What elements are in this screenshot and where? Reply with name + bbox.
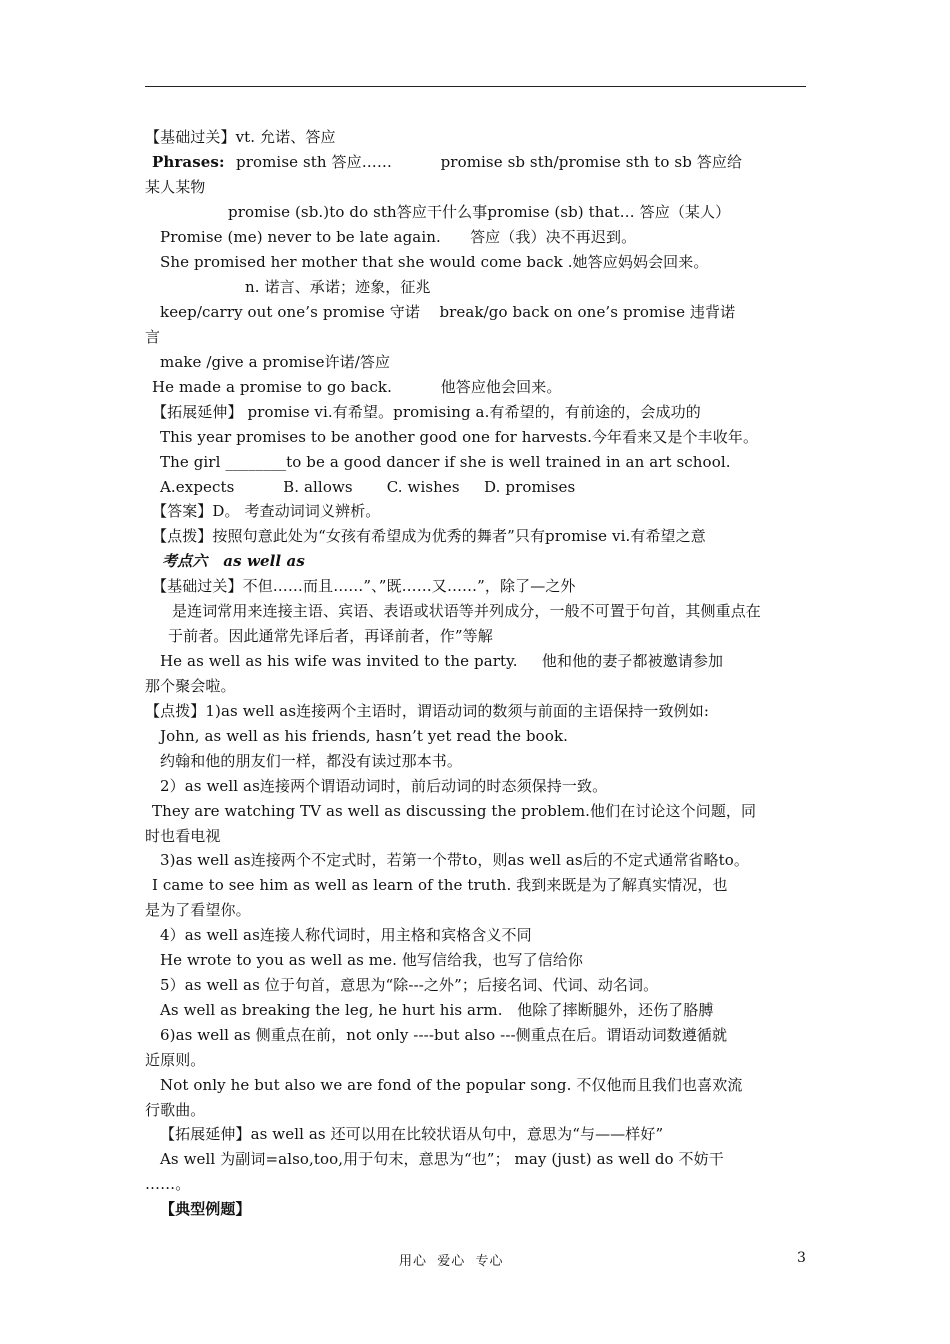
text-line: 于前者。因此通常先译后者，再译前者，作”等解 — [168, 627, 493, 645]
text-line: 6)as well as 侧重点在前，not only ----but also ---侧重点在后。谓语动词数遵循就 — [160, 1026, 728, 1044]
text-line: Promise (me) never to be late again. 答应（我）决不再迟到。 — [160, 228, 637, 246]
text-line: 4）as well as连接人称代词时，用主格和宾格含义不同 — [160, 926, 532, 944]
phrases-label: Phrases: — [152, 153, 225, 171]
text-line: make /give a promise许诺/答应 — [160, 353, 391, 371]
text-line: n. 诺言、承诺；迹象，征兆 — [245, 278, 431, 296]
text-line: 【拓展延伸】as well as 还可以用在比较状语从句中，意思为“与——样好” — [160, 1125, 664, 1143]
text-line: Not only he but also we are fond of the popular song. 不仅他而且我们也喜欢流 — [160, 1076, 743, 1094]
text-line: They are watching TV as well as discussing the problem.他们在讨论这个问题，同 — [152, 802, 757, 820]
text-line: 时也看电视 — [145, 827, 221, 845]
exercise-options: A.expects B. allows C. wishes D. promises — [160, 478, 576, 496]
text-line: 【点拨】按照句意此处为“女孩有希望成为优秀的舞者”只有promise vi.有希望之意 — [152, 527, 706, 545]
text-line: ……。 — [145, 1175, 191, 1193]
text-line: 近原则。 — [145, 1051, 206, 1069]
text-line: 是连词常用来连接主语、宾语、表语或状语等并列成分，一般不可置于句首，其侧重点在 — [172, 602, 761, 620]
text-line: 那个聚会啦。 — [145, 677, 236, 695]
answer-line: 【答案】D。 考查动词词义辨析。 — [152, 502, 381, 520]
text-line: John, as well as his friends, hasn’t yet read the book. — [160, 727, 569, 745]
text-line: 3)as well as连接两个不定式时，若第一个带to，则as well as后的不定式通常省略to。 — [160, 851, 749, 869]
text-line: 言 — [145, 328, 161, 346]
text-line: I came to see him as well as learn of the truth. 我到来既是为了解真实情况，也 — [152, 876, 728, 894]
text-line: 2）as well as连接两个谓语动词时，前后动词的时态须保持一致。 — [160, 777, 608, 795]
text-line: As well as breaking the leg, he hurt his arm. 他除了摔断腿外，还伤了胳膊 — [160, 1001, 714, 1019]
page-number: 3 — [797, 1250, 806, 1266]
text-line: 【基础过关】不但……而且……”、”既……又……”，除了—之外 — [152, 577, 576, 595]
text-line: She promised her mother that she would come back .她答应妈妈会回来。 — [160, 253, 709, 271]
text-line: 5）as well as 位于句首，意思为“除---之外”；后接名词、代词、动名词。 — [160, 976, 659, 994]
section-heading: 【典型例题】 — [160, 1200, 251, 1218]
exercise-question: The girl ________to be a good dancer if she is well trained in an art school. — [160, 453, 731, 471]
text-line: 某人某物 — [145, 178, 206, 196]
text-line: This year promises to be another good one for harvests.今年看来又是个丰收年。 — [160, 428, 759, 446]
text-line: He made a promise to go back. 他答应他会回来。 — [152, 378, 562, 396]
text-line: 是为了看望你。 — [145, 901, 251, 919]
text-line: 【点拨】1)as well as连接两个主语时，谓语动词的数须与前面的主语保持一致例如: — [145, 702, 709, 720]
text-line: He wrote to you as well as me. 他写信给我，也写了信给你 — [160, 951, 584, 969]
text-line: As well 为副词=also,too,用于句末，意思为“也”； may (just) as well do 不妨干 — [160, 1150, 724, 1168]
text-line: promise sth 答应…… promise sb sth/promise sth to sb 答应给 — [236, 153, 743, 171]
page-footer: 用心 爱心 专心 — [399, 1254, 504, 1269]
text-line: 约翰和他的朋友们一样，都没有读过那本书。 — [160, 752, 463, 770]
header-rule — [145, 86, 806, 87]
text-line: He as well as his wife was invited to the party. 他和他的妻子都被邀请参加 — [160, 652, 724, 670]
text-line: keep/carry out one’s promise 守诺 break/go back on one’s promise 违背诺 — [160, 303, 736, 321]
text-line: 【基础过关】vt. 允诺、答应 — [145, 128, 336, 146]
text-line: promise (sb.)to do sth答应干什么事promise (sb) that… 答应（某人） — [228, 203, 731, 221]
section-heading: 考点六 as well as — [162, 552, 305, 570]
text-line: 行歌曲。 — [145, 1101, 206, 1119]
text-line: 【拓展延伸】 promise vi.有希望。promising a.有希望的，有前途的，会成功的 — [152, 403, 701, 421]
